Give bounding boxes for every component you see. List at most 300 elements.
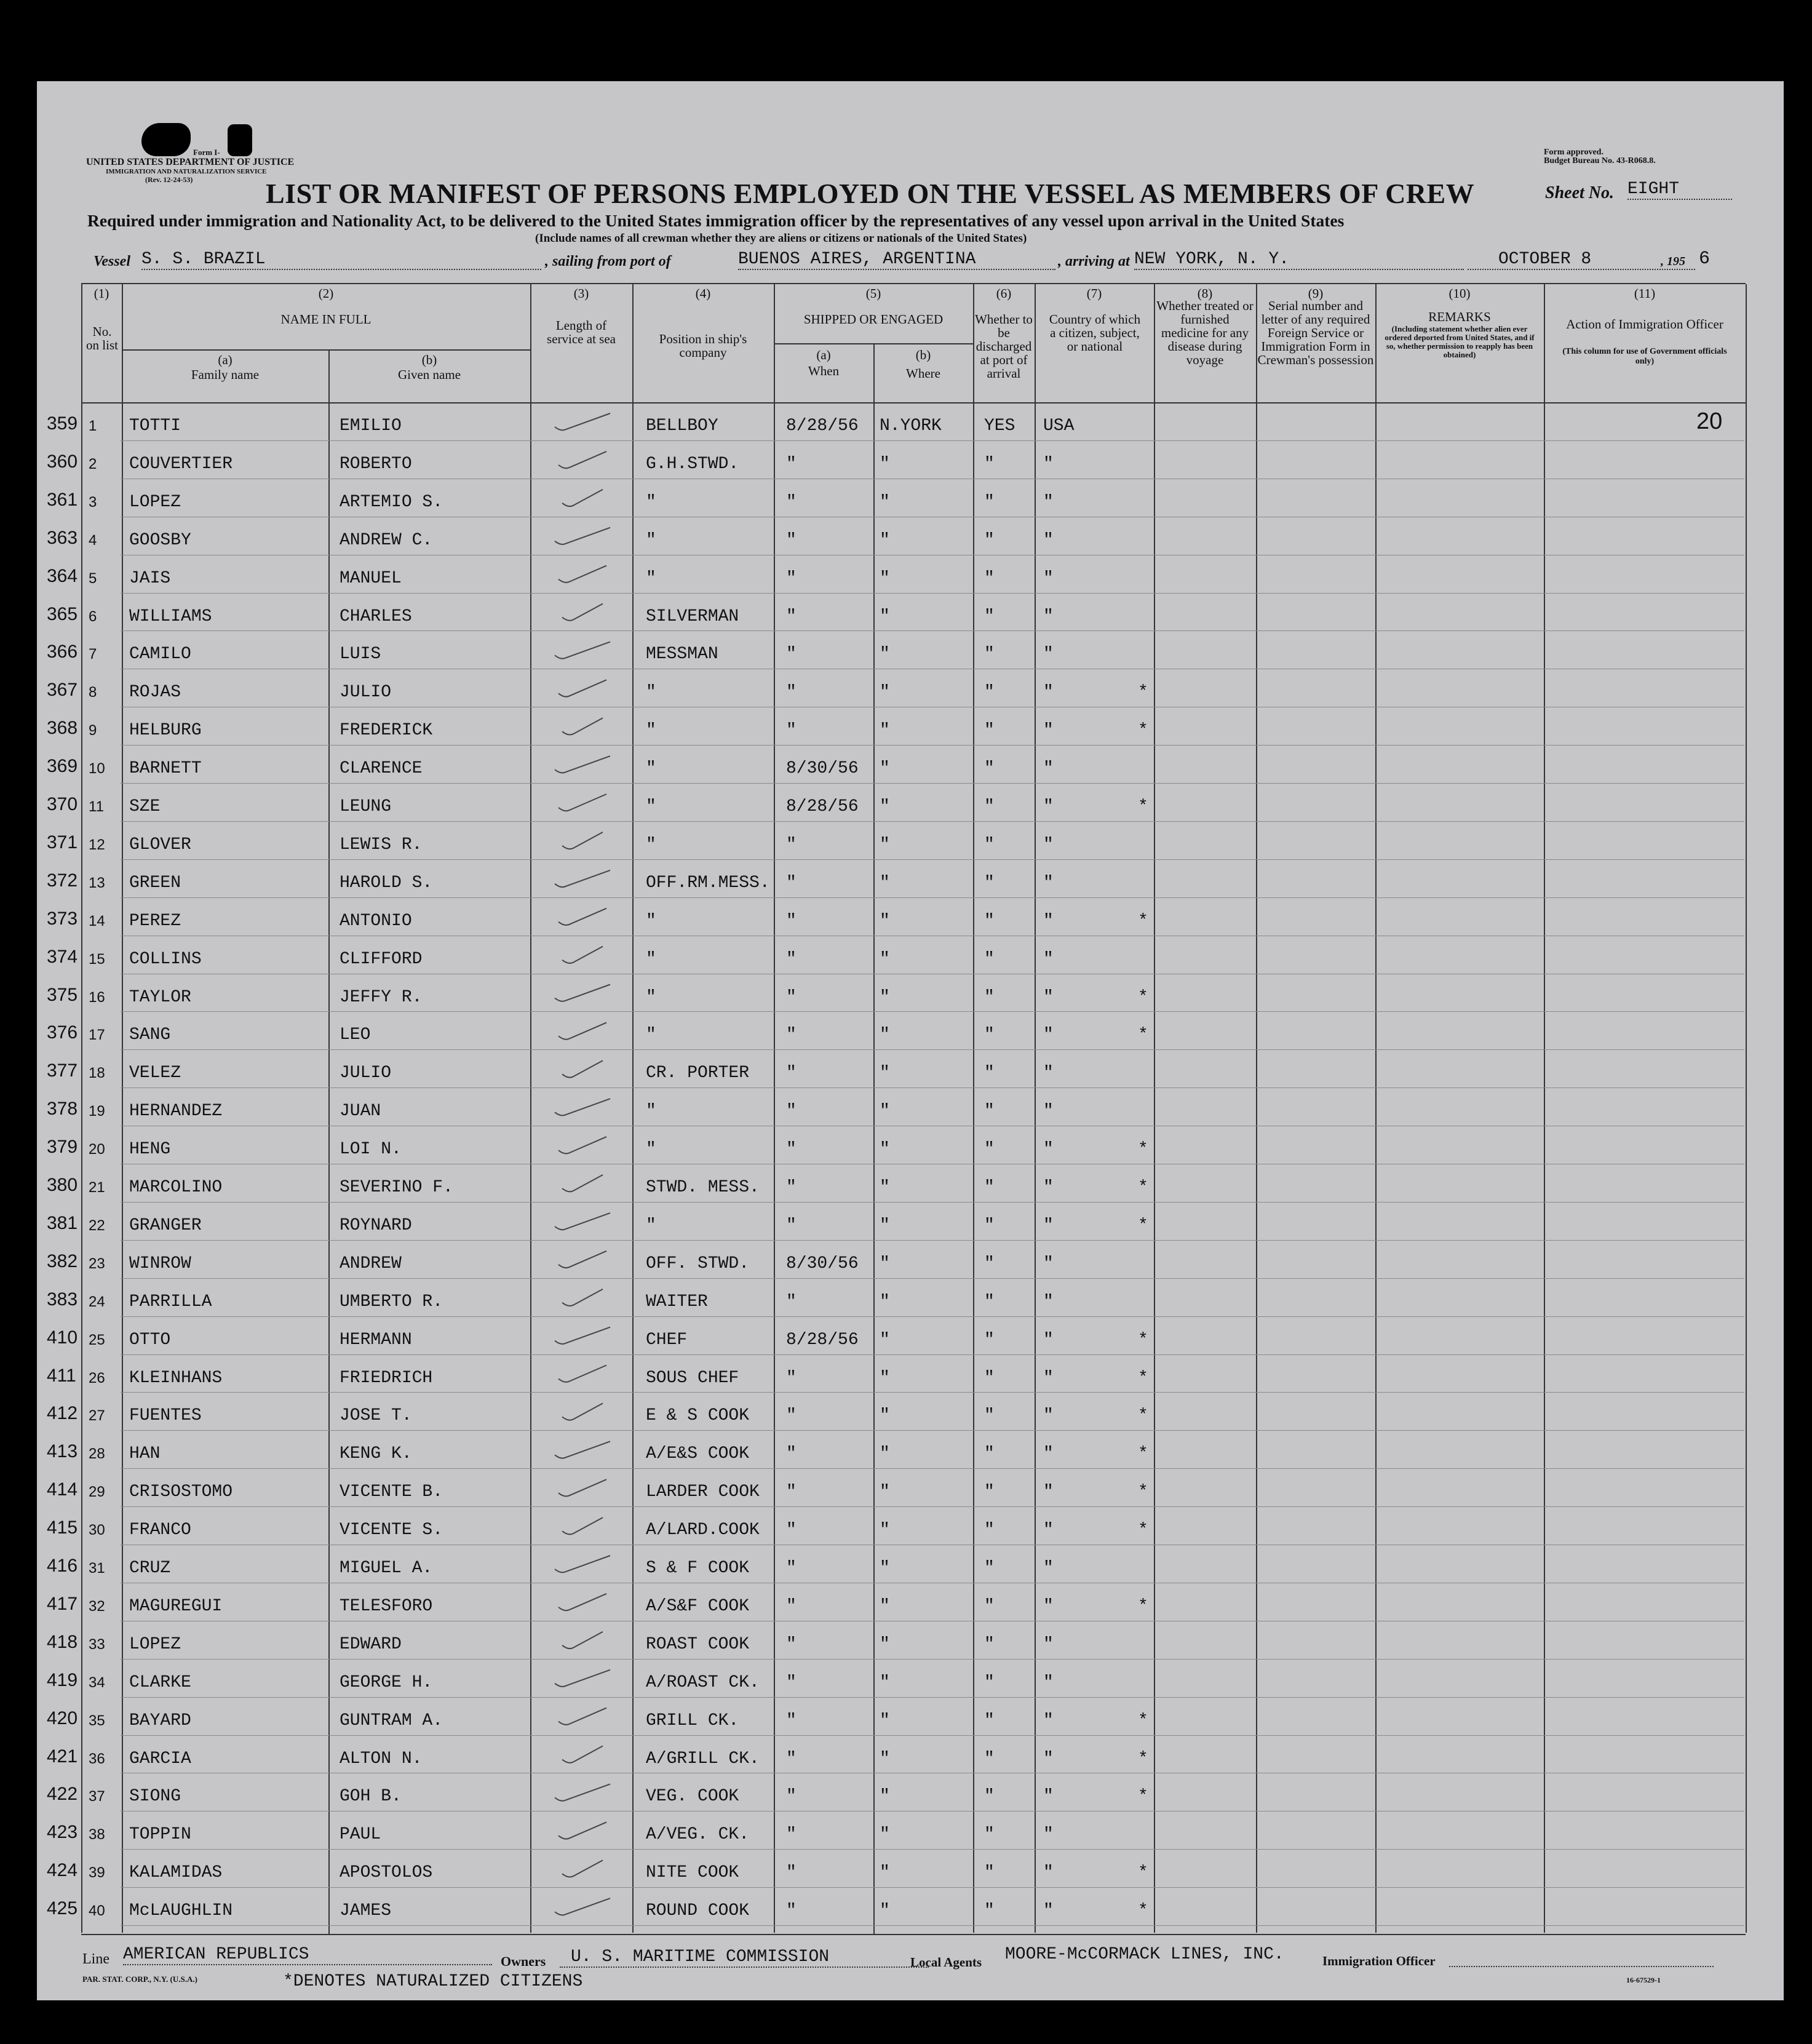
arriving-port: NEW YORK, N. Y. [1134,250,1464,270]
sequence-number: 368 [47,718,78,739]
cell-family: LOPEZ [129,1634,181,1654]
arrival-date: OCTOBER 8 [1468,250,1695,270]
cell-star: * [1138,1901,1148,1921]
cell-family: CLARKE [129,1672,191,1692]
cell-country: " [1043,1140,1054,1159]
cell-family: TOTTI [129,416,181,435]
row-rule [121,440,1744,441]
cell-discharged: " [984,1521,995,1540]
check-mark [558,1708,606,1725]
cell-family: KLEINHANS [129,1368,223,1388]
cell-given: KENG K. [340,1444,412,1464]
name-sub-rule [122,349,530,351]
col2a-num: (a) [218,352,232,367]
check-mark [555,1670,610,1687]
col-border-1 [122,284,123,1933]
cell-where: " [880,1863,890,1883]
check-mark [555,413,610,430]
line-number: 22 [89,1217,105,1234]
cell-position: A/LARD.COOK [646,1521,760,1540]
cell-where: " [880,1559,890,1578]
cell-when: " [786,1292,797,1311]
cell-given: JEFFY R. [340,987,423,1007]
cell-position: A/E&S COOK [646,1444,750,1464]
check-mark [555,756,610,773]
cell-given: CLARENCE [340,759,423,779]
row-rule [121,1659,1744,1660]
cell-country: " [1043,1634,1054,1654]
cell-position: OFF. STWD. [646,1254,750,1273]
cell-given: LOI N. [340,1140,402,1159]
row-rule [121,1697,1744,1698]
check-mark [558,1479,606,1496]
cell-given: ROYNARD [340,1215,412,1235]
cell-given: VICENTE B. [340,1482,443,1502]
cell-country: " [1043,835,1054,854]
sequence-number: 365 [47,603,78,624]
row-rule [121,745,1744,746]
line-number: 36 [89,1750,105,1767]
col1-num: (1) [93,286,109,301]
check-mark [558,909,606,925]
col2-num: (2) [318,286,334,301]
sequence-number: 381 [47,1212,78,1233]
line-number: 30 [89,1522,105,1539]
row-rule [121,1925,1744,1926]
cell-discharged: " [984,492,995,512]
check-mark [555,985,610,1001]
cell-country: " [1043,1444,1054,1464]
line-number: 9 [89,722,97,739]
cell-discharged: " [984,987,995,1007]
sequence-number: 412 [47,1403,78,1424]
cell-family: COUVERTIER [129,454,233,474]
cell-family: GOOSBY [129,530,191,550]
cell-position: E & S COOK [646,1406,750,1426]
cell-country: " [1043,759,1054,779]
col5a-label: When [808,364,840,378]
cell-star: * [1138,1482,1148,1502]
cell-when: 8/28/56 [786,416,859,435]
subtitle: Required under immigration and Nationality Act, to be delivered to the United States immigration officer by the representatives of any vessel upon arrival in the United States [87,211,1345,230]
cell-position: ROUND COOK [646,1901,750,1921]
cell-when: " [786,568,797,588]
cell-position: " [646,1025,656,1045]
sequence-number: 379 [47,1137,78,1158]
cell-family: GLOVER [129,835,191,854]
col-border-5 [973,284,974,1933]
sequence-number: 371 [47,832,78,853]
line-number: 31 [89,1560,105,1577]
cell-given: GOH B. [340,1787,402,1807]
col1-label: No. on list [86,324,118,352]
sequence-number: 373 [47,908,78,929]
cell-when: " [786,1102,797,1121]
row-rule [121,1849,1744,1850]
sequence-number: 424 [47,1860,78,1881]
check-mark [558,794,606,811]
line-number: 16 [89,988,105,1006]
check-mark [562,1289,603,1306]
cell-when: " [786,1406,797,1426]
cell-family: WINROW [129,1254,191,1273]
cell-discharged: " [984,568,995,588]
cell-where: " [880,835,890,854]
dept-name: UNITED STATES DEPARTMENT OF JUSTICE [86,157,295,167]
sailing-port: BUENOS AIRES, ARGENTINA [738,250,1055,270]
line-number: 21 [89,1179,105,1196]
check-mark [555,1784,610,1800]
cell-family: BARNETT [129,759,202,779]
sequence-number: 376 [47,1022,78,1043]
cell-discharged: " [984,949,995,969]
cell-discharged: " [984,759,995,779]
cell-given: ANTONIO [340,911,412,931]
check-mark [555,1556,610,1572]
cell-position: " [646,987,656,1007]
cell-position: " [646,568,656,588]
row-rule [121,593,1744,594]
cell-where: " [880,1330,890,1350]
cell-when: " [786,492,797,512]
check-mark [562,1746,603,1763]
cell-when: 8/30/56 [786,759,859,779]
sequence-number: 360 [47,451,78,472]
cell-where: " [880,683,890,702]
line-number: 39 [89,1864,105,1882]
sequence-number: 366 [47,642,78,662]
cell-discharged: " [984,1787,995,1807]
cell-star: * [1138,797,1148,816]
line-number: 35 [89,1712,105,1729]
cell-family: KALAMIDAS [129,1863,223,1883]
cell-position: " [646,1102,656,1121]
sequence-number: 419 [47,1669,78,1690]
cell-country: " [1043,1482,1054,1502]
col5-label: SHIPPED OR ENGAGED [803,312,944,327]
cell-when: " [786,835,797,854]
check-marks [530,402,632,1934]
cell-position: VEG. COOK [646,1787,739,1807]
cell-star: * [1138,1444,1148,1464]
cell-country: " [1043,1863,1054,1883]
sequence-number: 417 [47,1593,78,1614]
check-mark [562,1175,603,1191]
cell-discharged: " [984,1863,995,1883]
year-prefix: , 195 [1661,255,1685,268]
check-mark [555,1898,610,1915]
cell-family: HAN [129,1444,161,1464]
row-rule [121,1049,1744,1050]
cell-where: " [880,645,890,664]
check-mark [562,1632,603,1648]
cell-country: " [1043,1292,1054,1311]
owners-label: Owners [501,1954,546,1969]
cell-where: " [880,1901,890,1921]
cell-where: " [880,1025,890,1045]
ink-blot-2 [228,124,252,156]
cell-given: PAUL [340,1825,381,1845]
col6-num: (6) [996,286,1012,301]
row-rule [121,1011,1744,1012]
row-rule [121,783,1744,784]
cell-where: " [880,873,890,893]
cell-given: EMILIO [340,416,402,435]
cell-family: FUENTES [129,1406,202,1426]
form-code: 16-67529-1 [1626,1976,1661,1984]
sequence-number: 372 [47,870,78,891]
cell-discharged: " [984,1368,995,1388]
col2a-label: Family name [191,367,260,382]
line-number: 19 [89,1103,105,1120]
cell-family: COLLINS [129,949,202,969]
col-border-5a [873,343,875,1934]
cell-given: SEVERINO F. [340,1178,453,1197]
line-number: 15 [89,950,105,968]
cell-family: LOPEZ [129,492,181,512]
cell-star: * [1138,911,1148,931]
cell-discharged: " [984,1215,995,1235]
cell-discharged: " [984,873,995,893]
col-border-3 [632,284,634,1933]
sequence-number: 414 [47,1479,78,1500]
row-rule [121,821,1744,822]
cell-country: " [1043,568,1054,588]
line-number: 14 [89,912,105,929]
col-border-0 [81,284,82,1933]
cell-family: ROJAS [129,683,181,702]
col5b-label: Where [906,366,940,381]
check-mark [562,1060,603,1077]
check-mark [555,870,610,887]
line-number: 34 [89,1674,105,1691]
arriving-label: , arriving at [1058,253,1130,269]
cell-star: * [1138,1787,1148,1807]
cell-star: * [1138,1368,1148,1388]
cell-star: * [1138,1025,1148,1045]
cell-country: " [1043,683,1054,702]
sequence-number: 411 [47,1365,76,1386]
cell-country: " [1043,721,1054,741]
check-mark [558,1137,606,1153]
vessel-label: Vessel [93,253,130,269]
cell-where: " [880,1825,890,1845]
cell-where: " [880,492,890,512]
cell-discharged: " [984,1711,995,1730]
cell-position: OFF.RM.MESS. [646,873,770,893]
cell-family: OTTO [129,1330,171,1350]
line-number: 20 [89,1141,105,1158]
col4-label: Position in ship's company [659,332,747,360]
cell-star: * [1138,1215,1148,1235]
col10-label: REMARKS [1428,309,1491,324]
cell-discharged: " [984,1596,995,1616]
sheet-number: EIGHT [1627,180,1732,200]
cell-country: " [1043,1254,1054,1273]
cell-position: A/ROAST CK. [646,1672,760,1692]
cell-when: 8/30/56 [786,1254,859,1273]
check-mark [555,1213,610,1230]
table-bottom-rule [81,1934,1746,1935]
row-rule [121,1202,1744,1203]
col2-label: NAME IN FULL [280,312,372,327]
cell-when: " [786,1901,797,1921]
col2b-num: (b) [421,352,437,367]
line-number: 3 [89,493,97,511]
cell-when: " [786,911,797,931]
cell-country: " [1043,1559,1054,1578]
cell-family: TOPPIN [129,1825,191,1845]
cell-given: VICENTE S. [340,1521,443,1540]
cell-where: " [880,987,890,1007]
cell-when: " [786,949,797,969]
cell-given: ROBERTO [340,454,412,474]
cell-star: * [1138,721,1148,741]
cell-given: LUIS [340,645,381,664]
col-border-7 [1154,284,1155,1933]
cell-when: 8/28/56 [786,1330,859,1350]
cell-discharged: " [984,1634,995,1654]
line-number: 18 [89,1065,105,1082]
line-number: 10 [89,760,105,777]
col-border-11 [1746,284,1747,1933]
col-border-9 [1375,284,1377,1933]
cell-discharged: " [984,721,995,741]
cell-given: GUNTRAM A. [340,1711,443,1730]
cell-where: " [880,1634,890,1654]
cell-country: " [1043,1368,1054,1388]
cell-where: " [880,568,890,588]
cell-family: MAGUREGUI [129,1596,223,1616]
check-mark [558,1251,606,1268]
cell-when: " [786,1178,797,1197]
cell-given: CLIFFORD [340,949,423,969]
form-id: Form I- [193,148,220,157]
cell-where: " [880,911,890,931]
row-rule [121,1468,1744,1469]
check-mark [555,528,610,544]
cell-when: 8/28/56 [786,797,859,816]
owners-value: U. S. MARITIME COMMISSION [560,1947,929,1968]
row-rule [121,1735,1744,1736]
row-rule [121,859,1744,860]
cell-position: LARDER COOK [646,1482,760,1502]
cell-family: JAIS [129,568,171,588]
cell-where: " [880,1482,890,1502]
sheet-label: Sheet No. [1545,183,1614,202]
col10-num: (10) [1448,286,1471,301]
sequence-number: 413 [47,1441,78,1462]
col-border-2a [328,349,330,1934]
cell-given: APOSTOLOS [340,1863,433,1883]
cell-discharged: " [984,911,995,931]
cell-where: " [880,1596,890,1616]
cell-country: " [1043,873,1054,893]
cell-when: " [786,1482,797,1502]
ink-blot [141,123,191,156]
cell-family: MARCOLINO [129,1178,223,1197]
cell-discharged: " [984,1559,995,1578]
cell-discharged: " [984,1178,995,1197]
row-rule [121,1887,1744,1888]
cell-when: " [786,1025,797,1045]
cell-position: MESSMAN [646,645,718,664]
cell-given: JOSE T. [340,1406,412,1426]
cell-when: " [786,1634,797,1654]
cell-when: " [786,1521,797,1540]
line-number: 6 [89,608,97,625]
cell-when: " [786,1672,797,1692]
cell-position: " [646,911,656,931]
cell-family: GRANGER [129,1215,202,1235]
cell-given: EDWARD [340,1634,402,1654]
form-approved: Form approved. [1544,148,1603,157]
page-title: LIST OR MANIFEST OF PERSONS EMPLOYED ON THE VESSEL AS MEMBERS OF CREW [266,178,1475,209]
cell-position: BELLBOY [646,416,718,435]
cell-family: CAMILO [129,645,191,664]
check-mark [562,832,603,849]
sequence-number: 363 [47,527,78,548]
cell-given: TELESFORO [340,1596,433,1616]
line-number: 27 [89,1407,105,1425]
printer-info: PAR. STAT. CORP., N.Y. (U.S.A.) [82,1974,197,1984]
cell-given: JAMES [340,1901,392,1921]
cell-discharged: " [984,1292,995,1311]
cell-position: WAITER [646,1292,708,1311]
row-rule [121,1354,1744,1355]
col9-num: (9) [1308,286,1324,301]
line-number: 11 [89,798,104,815]
sequence-number: 418 [47,1631,78,1652]
cell-family: HERNANDEZ [129,1102,223,1121]
cell-country: " [1043,1749,1054,1768]
cell-where: " [880,1292,890,1311]
sequence-number: 423 [47,1822,78,1843]
sequence-number: 374 [47,946,78,967]
cell-where: " [880,454,890,474]
cell-given: HAROLD S. [340,873,433,893]
cell-when: " [786,1215,797,1235]
cell-discharged: " [984,1901,995,1921]
cell-star: * [1138,1406,1148,1426]
cell-discharged: " [984,645,995,664]
cell-star: * [1138,1863,1148,1883]
cell-country: " [1043,606,1054,626]
cell-discharged: " [984,797,995,816]
cell-star: * [1138,987,1148,1007]
vessel-name: S. S. BRAZIL [141,250,541,270]
cell-when: " [786,530,797,550]
header-bottom-rule [81,402,1746,404]
cell-country: " [1043,1825,1054,1845]
cell-where: " [880,1787,890,1807]
cell-country: " [1043,1215,1054,1235]
cell-family: HELBURG [129,721,202,741]
cell-country: " [1043,987,1054,1007]
check-mark [562,947,603,963]
sequence-number: 364 [47,565,78,586]
cell-given: CHARLES [340,606,412,626]
line-number: 32 [89,1597,105,1615]
cell-position: STWD. MESS. [646,1178,760,1197]
count-mark: 20 [1696,408,1723,434]
cell-position: SOUS CHEF [646,1368,739,1388]
col5-num: (5) [865,286,881,301]
cell-discharged: " [984,835,995,854]
sequence-number: 415 [47,1517,78,1538]
check-mark [558,680,606,696]
cell-when: " [786,1140,797,1159]
